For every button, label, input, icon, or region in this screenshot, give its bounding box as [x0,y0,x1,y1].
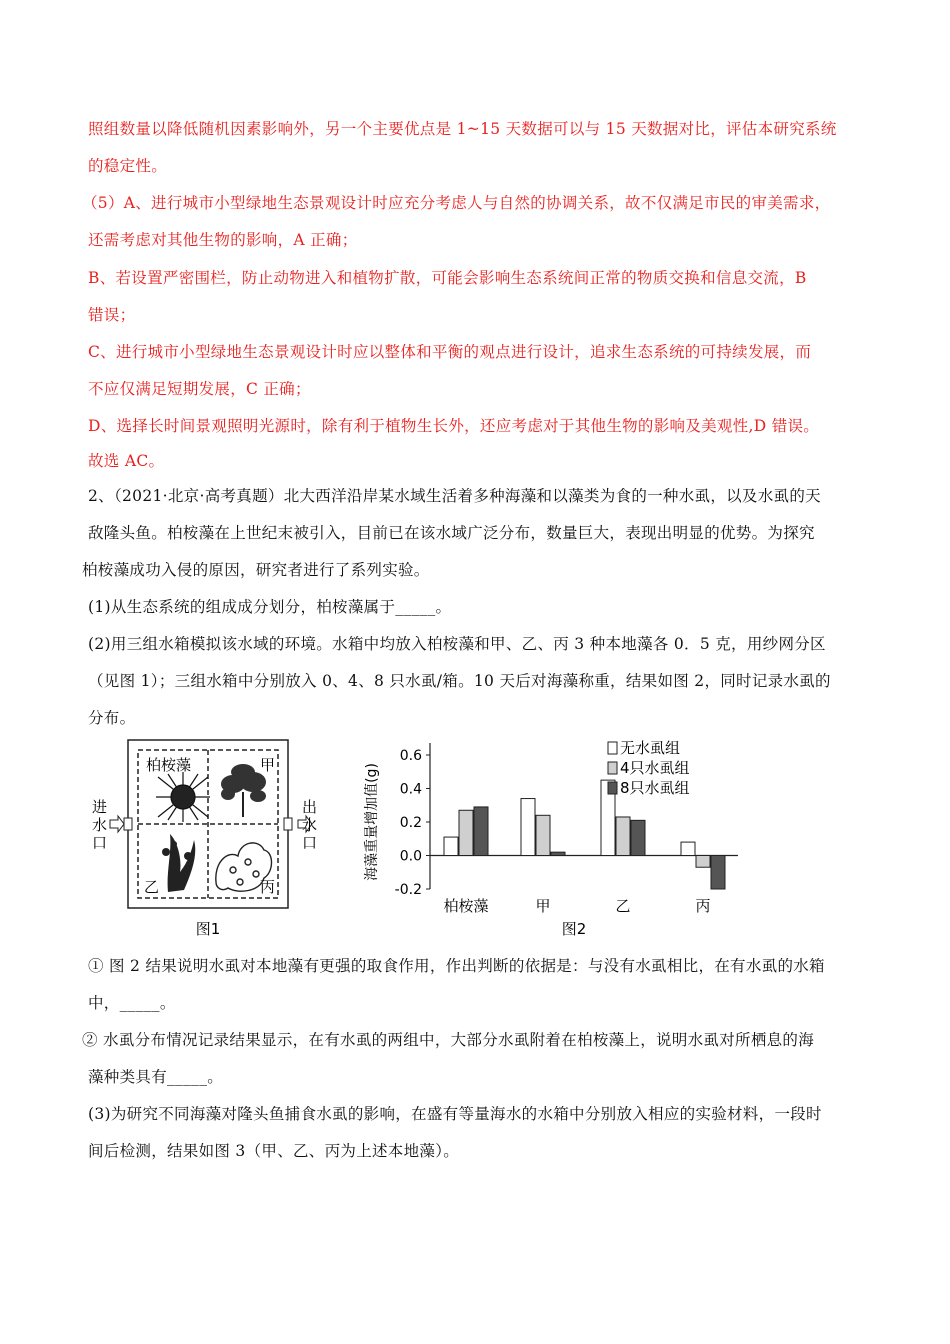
inlet-label-3: 口 [92,834,108,852]
outlet-label-3: 口 [302,834,318,852]
y-tick-label: 0.0 [399,848,422,865]
bar [444,837,458,855]
y-axis-label: 海藻重量增加值(g) [364,763,380,881]
y-tick-label: -0.2 [394,882,422,898]
x-tick-label: 甲 [535,897,551,915]
inlet-port [124,818,132,830]
inlet-label-2: 水 [92,816,108,834]
question-line: (2)用三组水箱模拟该水域的环境。水箱中均放入柏桉藻和甲、乙、丙 3 种本地藻各 0．5 克，用纱网分区 [88,635,826,653]
legend-label: 4只水虱组 [620,759,690,777]
bar [474,807,488,856]
inlet-arrow-icon [110,816,124,832]
bar [616,817,630,856]
answer-line: 照组数量以降低随机因素影响外，另一个主要优点是 1~15 天数据可以与 15 天数据对比，评估本研究系统 [88,120,837,138]
outlet-label-2: 水 [302,816,318,834]
sub-question-line: 中，_____。 [88,994,176,1012]
answer-line: （5）A、进行城市小型绿地生态景观设计时应充分考虑人与自然的协调关系，故不仅满足市民的审美需求， [82,194,831,212]
legend-swatch [608,782,617,794]
bar [521,799,535,856]
answer-line: 不应仅满足短期发展，C 正确； [88,380,311,398]
bonnemaisonia-seaweed-icon [156,772,210,822]
question-line: 柏桉藻成功入侵的原因，研究者进行了系列实验。 [82,561,430,579]
bar [551,852,565,855]
question-line: （见图 1）；三组水箱中分别放入 0、4、8 只水虱/箱。10 天后对海藻称重，结果如图 2，同时记录水虱的 [88,672,831,690]
seaweed-yi-icon [162,834,195,892]
y-tick-label: 0.4 [399,781,422,798]
figure-area [88,732,848,947]
answer-line: B、若设置严密围栏，防止动物进入和植物扩散，可能会影响生态系统间正常的物质交换和信息交流，B [88,269,807,287]
bar [711,856,725,890]
y-tick-label: 0.6 [399,748,422,764]
x-tick-label: 柏桉藻 [443,897,489,915]
bar [681,842,695,855]
question-line: 敌隆头鱼。柏桉藻在上世纪末被引入，目前已在该水域广泛分布，数量巨大，表现出明显的优势。为探究 [88,524,815,542]
answer-line: 故选 AC。 [88,452,165,470]
answer-line: 的稳定性。 [88,157,168,175]
sub-question-line: (3)为研究不同海藻对隆头鱼捕食水虱的影响，在盛有等量海水的水箱中分别放入相应的实验材料，一段时 [88,1105,822,1123]
bar [631,820,645,855]
answer-line: 错误； [88,306,136,324]
sub-question-line: 藻种类具有_____。 [88,1068,224,1086]
label-yi: 乙 [144,878,160,896]
sub-question-line: ① 图 2 结果说明水虱对本地藻有更强的取食作用，作出判断的依据是：与没有水虱相比，在有水虱的水箱 [88,957,825,975]
legend-label: 8只水虱组 [620,779,690,797]
x-tick-label: 丙 [695,897,711,915]
bar [696,856,710,868]
y-tick-label: 0.2 [399,815,422,831]
x-tick-label: 乙 [615,897,631,915]
figure1-caption: 图1 [195,920,221,938]
figure1-tank-diagram [88,732,318,947]
answer-line: 还需考虑对其他生物的影响，A 正确； [88,231,358,249]
legend-label: 无水虱组 [620,739,681,757]
legend-swatch [608,742,617,754]
figure2-bar-chart [358,732,778,947]
bar [536,815,550,855]
inlet-label-1: 进 [92,798,108,816]
label-jia: 甲 [260,756,276,774]
bar [459,810,473,855]
sub-question-line: 间后检测，结果如图 3（甲、乙、丙为上述本地藻）。 [88,1142,460,1160]
sub-question-line: ② 水虱分布情况记录结果显示，在有水虱的两组中，大部分水虱附着在柏桉藻上，说明水虱对所栖息的海 [82,1031,815,1049]
answer-line: C、进行城市小型绿地生态景观设计时应以整体和平衡的观点进行设计，追求生态系统的可持续发展，而 [88,343,812,361]
label-bing: 丙 [260,878,276,896]
question-line: (1)从生态系统的组成成分划分，柏桉藻属于_____。 [88,598,452,616]
question-line: 2、（2021·北京·高考真题）北大西洋沿岸某水域生活着多种海藻和以藻类为食的一种水虱，以及水虱的天 [88,487,821,505]
answer-line: D、选择长时间景观照明光源时，除有利于植物生长外，还应考虑对于其他生物的影响及美观性,D 错误。 [88,417,820,435]
figure2-caption: 图2 [561,920,587,938]
question-line: 分布。 [88,709,136,727]
outlet-port [284,818,292,830]
label-bonnemaisonia: 柏桉藻 [146,756,192,774]
outlet-label-1: 出 [302,798,318,816]
legend-swatch [608,762,617,774]
